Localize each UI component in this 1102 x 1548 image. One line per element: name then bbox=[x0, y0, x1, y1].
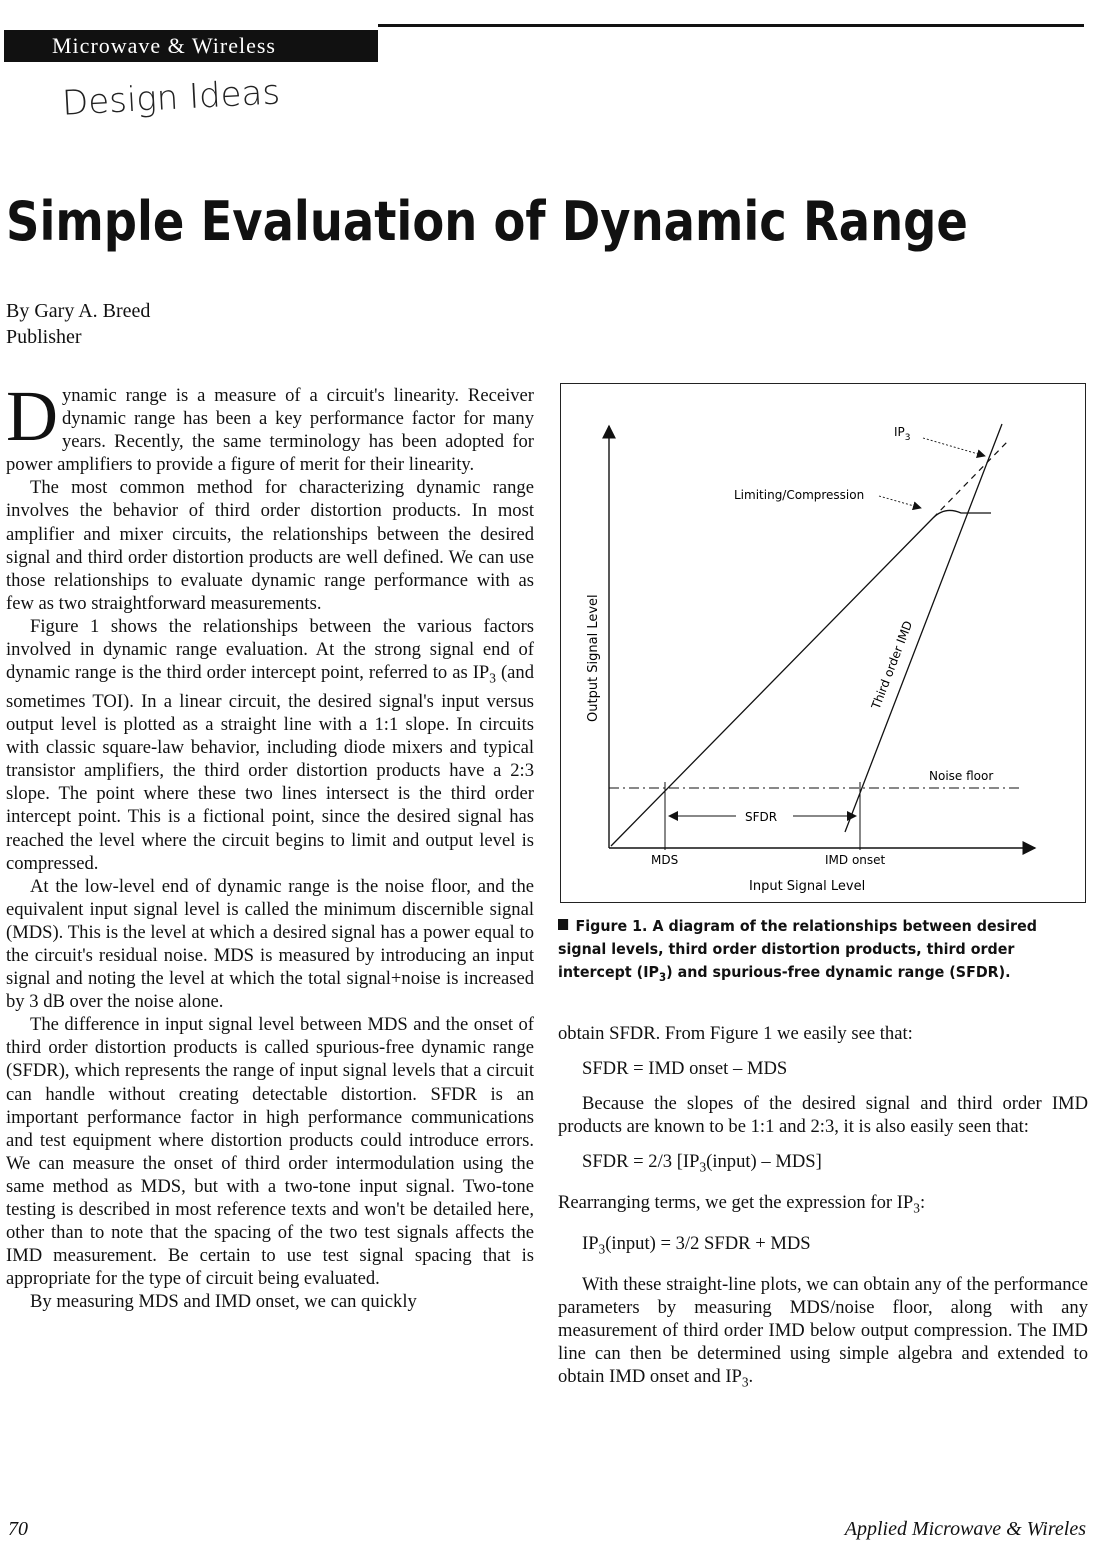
paragraph: The difference in input signal level between MDS and the onset of third order distortion products is called spurious-free dynamic range (SFDR), which represents the range of input signal levels that a circuit can handle without creating detectable distortion. SFDR is an important performance factor in high performance communications and test equipment where distortion products could introduce errors. We can measure the onset of third order intermodulation using the same method as MDS, but with a two-tone input signal. Two-tone testing is described in most reference texts and won't be detailed here, other than to note that the spacing of the two test signals affects the IMD measurement. Be certain to use test signal spacing that is appropriate for the type of circuit being evaluated. bbox=[6, 1014, 534, 1290]
ip3-label: $IP_3$ bbox=[894, 425, 911, 443]
compression-curve bbox=[933, 510, 991, 518]
limiting-label: Limiting/Compression bbox=[734, 488, 865, 502]
equation-sfdr-ip3 bbox=[582, 1150, 1088, 1179]
left-column bbox=[6, 376, 534, 1313]
subscript: 3 bbox=[699, 1160, 707, 1176]
paragraph bbox=[558, 1273, 1088, 1394]
bullet-square-icon bbox=[558, 919, 568, 930]
handwritten-note: Design Ideas bbox=[61, 72, 282, 124]
paragraph-text: ynamic range is a measure of a circuit's linearity. Receiver dynamic range has been a key performance factor for many years. Recently, the same terminology has been adopted for power amplifiers to provide a figure of merit for their linearity. bbox=[6, 385, 534, 476]
dynamic-range-diagram bbox=[561, 384, 1087, 904]
paragraph: The most common method for characterizing dynamic range involves the behavior of third order distortion products. In most amplifier and mixer circuits, the relationships between the desired signal and third order distortion products are well defined. We can use those relationships to evaluate dynamic range performance with as few as two straightforward measurements. bbox=[6, 477, 534, 614]
sfdr-label: SFDR bbox=[745, 810, 778, 824]
caption-text: Figure 1. A diagram of the relationships between desired signal levels, third order distortion products, third order intercept (IP bbox=[558, 917, 1037, 981]
author-role: Publisher bbox=[6, 326, 82, 348]
author: By Gary A. Breed bbox=[6, 300, 151, 322]
equation-text: (input) = 3/2 SFDR + MDS bbox=[605, 1233, 811, 1254]
paragraph-text: . bbox=[748, 1366, 754, 1388]
y-axis-label: Output Signal Level bbox=[586, 594, 601, 722]
x-axis-label: Input Signal Level bbox=[749, 879, 866, 894]
page-number: 70 bbox=[8, 1518, 28, 1540]
paragraph-text: Figure 1 shows the relationships between the various factors involved in dynamic range evaluation. At the strong signal end of dynamic range is the third order intercept point, referred to as IP bbox=[6, 615, 534, 684]
equation-text: (input) – MDS] bbox=[706, 1151, 822, 1173]
noise-floor-label: Noise floor bbox=[929, 769, 994, 783]
paragraph-text: : bbox=[919, 1192, 926, 1214]
byline bbox=[6, 298, 150, 350]
paragraph bbox=[6, 615, 534, 875]
paragraph-text: With these straight-line plots, we can obtain any of the performance parameters by measuring MDS/noise floor, along with any measurement of third order IMD below output compression. The IMD line can then be determined using simple algebra and extended to obtain IMD onset and IP bbox=[558, 1273, 1088, 1388]
caption-text: ) and spurious-free dynamic range (SFDR). bbox=[666, 963, 1011, 981]
ip3-leader bbox=[923, 438, 985, 456]
equation-sfdr: SFDR = IMD onset – MDS bbox=[582, 1058, 788, 1080]
paragraph-text: (and sometimes TOI). In a linear circuit, the desired signal's input versus output level is plotted as a straight line with a 1:1 slope. In circuits with classic square-law behavior, including diode mixers and typical transistor amplifiers, the third order distortion products have a 2:3 slope. The point where these two lines intersect is the third order intercept point. This is a fictional point, since the desired signal has reached the level where the circuit begins to limit and output level is compressed. bbox=[6, 662, 534, 874]
limiting-leader bbox=[879, 496, 921, 508]
paragraph bbox=[6, 376, 534, 476]
paragraph: Because the slopes of the desired signal and third order IMD products are known to be 1:1 and 2:3, it is also easily seen that: bbox=[558, 1093, 1088, 1138]
figure-1 bbox=[560, 383, 1086, 903]
paragraph: At the low-level end of dynamic range is the noise floor, and the equivalent input signal level is called the minimum discernible signal (MDS). This is the level at which a desired signal has a power equal to the circuit's residual noise. MDS is measured by introducing an input signal and noting the level at which the total signal+noise is increased by 3 dB over the noise alone. bbox=[6, 875, 534, 1013]
right-column bbox=[558, 1022, 1088, 1394]
header-rule bbox=[378, 24, 1084, 27]
subscript: 3 bbox=[913, 1200, 920, 1216]
subscript: 3 bbox=[489, 670, 496, 686]
paragraph: By measuring MDS and IMD onset, we can quickly bbox=[30, 1291, 417, 1313]
paragraph: obtain SFDR. From Figure 1 we easily see that: bbox=[558, 1023, 913, 1044]
subscript: 3 bbox=[658, 971, 667, 985]
equation-text: SFDR = 2/3 [IP bbox=[582, 1151, 700, 1173]
figure-caption bbox=[558, 915, 1046, 989]
imd-line-label: Third order IMD bbox=[868, 618, 916, 712]
drop-cap: D bbox=[6, 376, 58, 456]
subscript: 3 bbox=[741, 1374, 749, 1390]
subscript: 3 bbox=[598, 1241, 606, 1257]
mds-label: MDS bbox=[651, 853, 679, 867]
paragraph bbox=[558, 1191, 1088, 1220]
equation-ip3 bbox=[582, 1232, 1088, 1261]
article-title: Simple Evaluation of Dynamic Range bbox=[6, 190, 968, 253]
journal-name: Applied Microwave & Wireles bbox=[844, 1518, 1086, 1540]
section-banner: Microwave & Wireless bbox=[4, 30, 378, 62]
paragraph-text: Rearranging terms, we get the expression for IP bbox=[558, 1192, 914, 1214]
imd-onset-label: IMD onset bbox=[825, 853, 886, 867]
equation-text: IP bbox=[582, 1233, 599, 1254]
